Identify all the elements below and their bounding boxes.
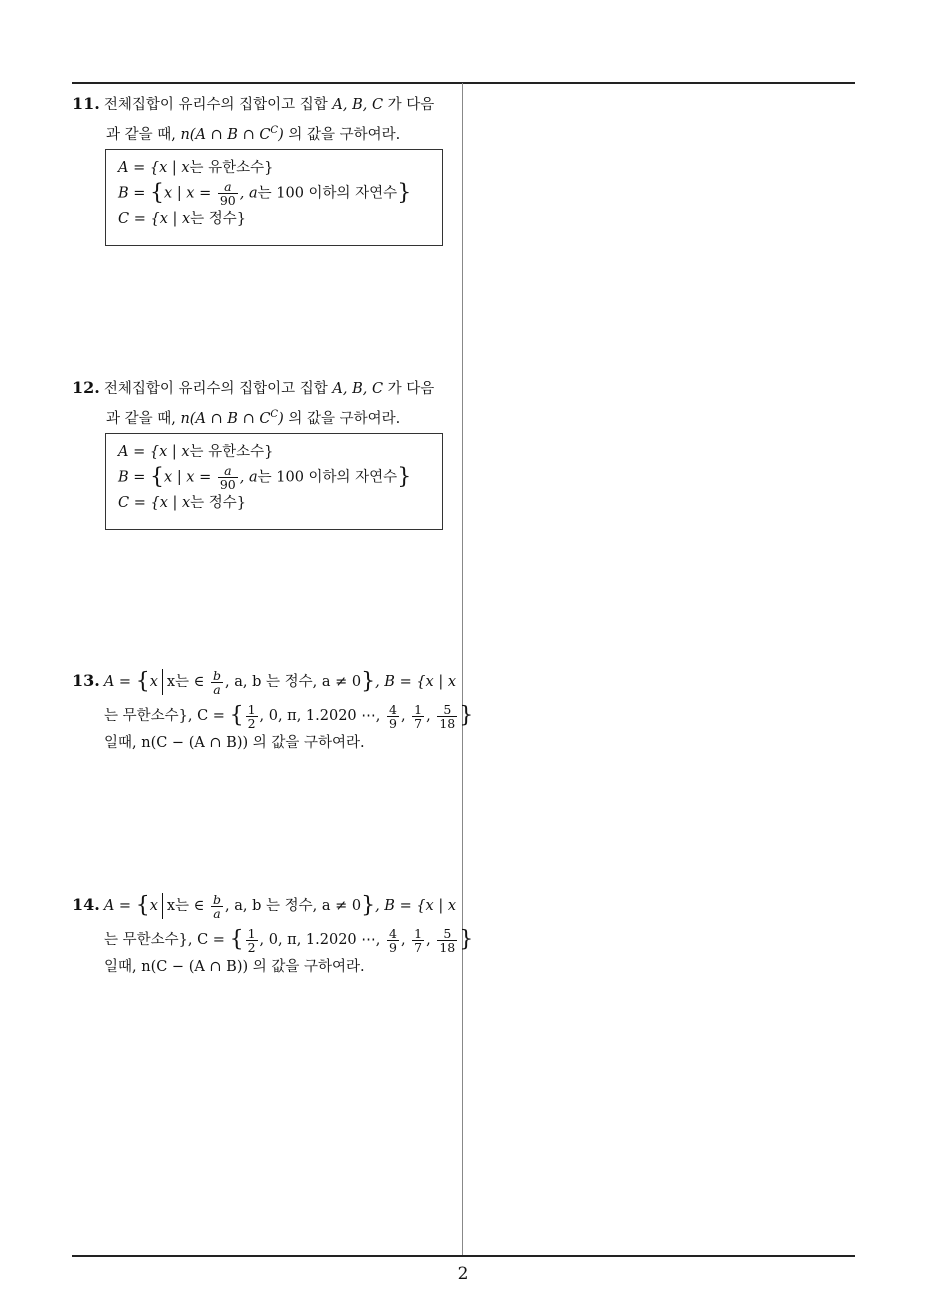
fraction: $\frac{b}{a}$ [213, 891, 222, 921]
fraction: $\frac{b}{a}$ [213, 667, 222, 697]
set-a-lhs: A = [103, 674, 136, 690]
problem-text: 가 다음 [383, 381, 435, 397]
set-c-mid: , 0, π, 1.2020 ⋯, [259, 932, 385, 948]
math-sets: A, B, C [332, 381, 384, 397]
problem-text: 과 같을 때, [106, 126, 181, 143]
math-expression-end: ) [278, 410, 284, 427]
set-a-lhs: A = {x | x [118, 160, 190, 176]
set-b-mid: , a [239, 469, 258, 486]
set-b-mid: , a [239, 185, 258, 202]
problem-text: 는 무한소수}, C = [104, 932, 230, 948]
problem-14: 14. A = {x x는 ∈ $\frac{b}{a}$ , a, b 는 정수, a ≠ 0}, B = {x | x 는 무한소수}, C = { $\frac{1}{2}$ , 0, π, 1.2020 ⋯, $\frac{4}{9}$ , $\frac{1}{7}$ , $\frac{5}{18}$ } 일때, n(C − (A ∩ B)) 의 값을 구하여라. [72, 891, 474, 975]
math-expression: n(A ∩ B ∩ C [180, 126, 271, 143]
set-b-rhs: 는 100 이하의 자연수 [257, 185, 398, 202]
set-a-cond-post: , a, b 는 정수, a ≠ 0 [225, 674, 362, 690]
set-definition-box: A = {x | x는 유한소수} B = {x | x = $\frac{a}{90}$ , a는 100 이하의 자연수} C = {x | x는 정수} [105, 149, 443, 246]
set-a-rhs: 는 유한소수} [189, 444, 274, 460]
math-superscript: C [270, 125, 279, 136]
problem-number: 11. [72, 94, 100, 113]
fraction: $\frac{1}{7}$ [414, 701, 423, 731]
set-b-lhs: B = [118, 185, 151, 202]
problem-number: 14. [72, 895, 100, 914]
set-c-rhs: 는 정수} [190, 211, 247, 227]
problem-12 [72, 375, 460, 432]
fraction: $\frac{4}{9}$ [389, 925, 397, 955]
set-b-var: x | x = [164, 469, 216, 486]
fraction: $\frac{a}{90}$ [219, 179, 236, 208]
set-b-var: x | x = [164, 185, 216, 202]
fraction: $\frac{1}{2}$ [247, 701, 256, 731]
set-b-part: , B = {x | x [375, 674, 457, 690]
problem-text: 의 값을 구하여라. [283, 410, 401, 427]
set-c-rhs: 는 정수} [190, 495, 247, 511]
set-a-rhs: 는 유한소수} [189, 160, 274, 176]
set-a-var: x [149, 898, 158, 914]
set-a-cond: x는 ∈ [166, 674, 210, 690]
problem-text: 의 값을 구하여라. [283, 126, 401, 143]
fraction: $\frac{5}{18}$ [439, 701, 456, 731]
problem-number: 12. [72, 378, 100, 397]
top-rule [72, 82, 855, 84]
fraction: $\frac{1}{2}$ [247, 925, 256, 955]
math-expression: n(A ∩ B ∩ C [180, 410, 271, 427]
set-definition-box: A = {x | x는 유한소수} B = {x | x = $\frac{a}{90}$ , a는 100 이하의 자연수} C = {x | x는 정수} [105, 433, 443, 530]
problem-text: 는 무한소수}, C = [104, 708, 230, 724]
set-a-var: x [149, 674, 158, 690]
set-c-lhs: C = {x | x [118, 211, 191, 227]
problem-text: 일때, n(C − (A ∩ B)) 의 값을 구하여라. [104, 735, 365, 751]
problem-13: 13. A = {x x는 ∈ $\frac{b}{a}$ , a, b 는 정수, a ≠ 0}, B = {x | x 는 무한소수}, C = { $\frac{1}{2}$ , 0, π, 1.2020 ⋯, $\frac{4}{9}$ , $\frac{1}{7}$ , $\frac{5}{18}$ } 일때, n(C − (A ∩ B)) 의 값을 구하여라. [72, 667, 474, 751]
set-b-lhs: B = [118, 469, 151, 486]
problem-text: 전체집합이 유리수의 집합이고 집합 [103, 381, 333, 397]
problem-11 [72, 91, 460, 148]
set-c-lhs: C = {x | x [118, 495, 191, 511]
math-sets: A, B, C [332, 97, 384, 113]
bottom-rule [72, 1255, 855, 1257]
set-a-lhs: A = [103, 898, 136, 914]
problem-text: 가 다음 [383, 97, 435, 113]
fraction: $\frac{4}{9}$ [389, 701, 397, 731]
set-b-rhs: 는 100 이하의 자연수 [257, 469, 398, 486]
problem-text: 과 같을 때, [106, 410, 181, 427]
set-a-cond-post: , a, b 는 정수, a ≠ 0 [225, 898, 362, 914]
problem-text: 일때, n(C − (A ∩ B)) 의 값을 구하여라. [104, 959, 365, 975]
math-superscript: C [270, 409, 279, 420]
set-a-cond: x는 ∈ [166, 898, 210, 914]
problem-text: 전체집합이 유리수의 집합이고 집합 [103, 97, 333, 113]
math-expression-end: ) [278, 126, 284, 143]
page-number: 2 [457, 1264, 469, 1284]
set-a-lhs: A = {x | x [118, 444, 190, 460]
fraction: $\frac{a}{90}$ [219, 463, 236, 492]
set-b-part: , B = {x | x [375, 898, 457, 914]
set-c-mid: , 0, π, 1.2020 ⋯, [259, 708, 385, 724]
fraction: $\frac{5}{18}$ [439, 925, 456, 955]
fraction: $\frac{1}{7}$ [414, 925, 423, 955]
column-divider [462, 83, 463, 1255]
problem-number: 13. [72, 671, 100, 690]
